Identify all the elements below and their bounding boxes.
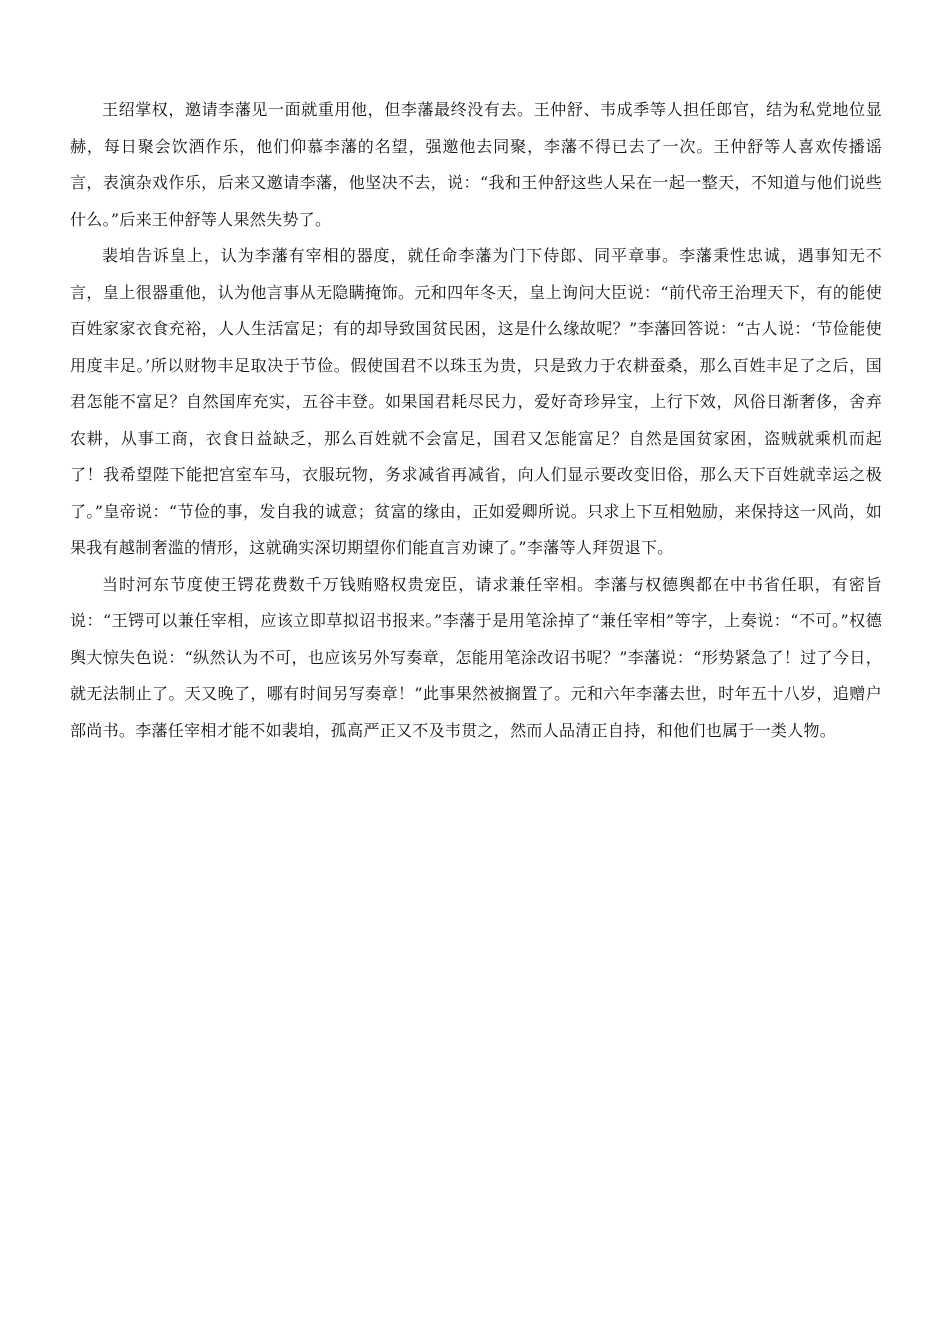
paragraph-3: 当时河东节度使王锷花费数千万钱贿赂权贵宠臣，请求兼任宰相。李藩与权德舆都在中书省任职，有密旨说：“王锷可以兼任宰相，应该立即草拟诏书报来。”李藩于是用笔涂掉了“兼任宰相”等字，上奏说：“不可。”权德舆大惊失色说：“纵然认为不可，也应该另外写奏章，怎能用笔涂改诏书呢？”李藩说：“形势紧急了！过了今日，就无法制止了。天又晚了，哪有时间另写奏章！”此事果然被搁置了。元和六年李藩去世，时年五十八岁，追赠户部尚书。李藩任宰相才能不如裴垍，孤高严正又不及韦贯之，然而人品清正自持，和他们也属于一类人物。 xyxy=(70,574,882,740)
paragraph-2: 裴垍告诉皇上，认为李藩有宰相的器度，就任命李藩为门下侍郎、同平章事。李藩秉性忠诚，遇事知无不言，皇上很器重他，认为他言事从无隐瞒掩饰。元和四年冬天，皇上询问大臣说：“前代帝王治理天下，有的能使百姓家家衣食充裕，人人生活富足；有的却导致国贫民困，这是什么缘故呢？”李藩回答说：“古人说：‘节俭能使用度丰足。’所以财物丰足取决于节俭。假使国君不以珠玉为贵，只是致力于农耕蚕桑，那么百姓丰足了之后，国君怎能不富足？自然国库充实，五谷丰登。如果国君耗尽民力，爱好奇珍异宝，上行下效，风俗日渐奢侈，舍弃农耕，从事工商，衣食日益缺乏，那么百姓就不会富足，国君又怎能富足？自然是国贫家困，盗贼就乘机而起了！我希望陛下能把宫室车马，衣服玩物，务求减省再减省，向人们显示要改变旧俗，那么天下百姓就幸运之极了。”皇帝说：“节俭的事，发自我的诚意；贫富的缘由，正如爱卿所说。只求上下互相勉励，来保持这一风尚，如果我有越制奢滥的情形，这就确实深切期望你们能直言劝谏了。”李藩等人拜贺退下。 xyxy=(70,246,882,557)
document-page xyxy=(70,92,882,749)
paragraph-1: 王绍掌权，邀请李藩见一面就重用他，但李藩最终没有去。王仲舒、韦成季等人担任郎官，结为私党地位显赫，每日聚会饮酒作乐，他们仰慕李藩的名望，强邀他去同聚，李藩不得已去了一次。王仲舒等人喜欢传播谣言，表演杂戏作乐，后来又邀请李藩，他坚决不去，说：“我和王仲舒这些人呆在一起一整天，不知道与他们说些什么。”后来王仲舒等人果然失势了。 xyxy=(70,100,882,229)
